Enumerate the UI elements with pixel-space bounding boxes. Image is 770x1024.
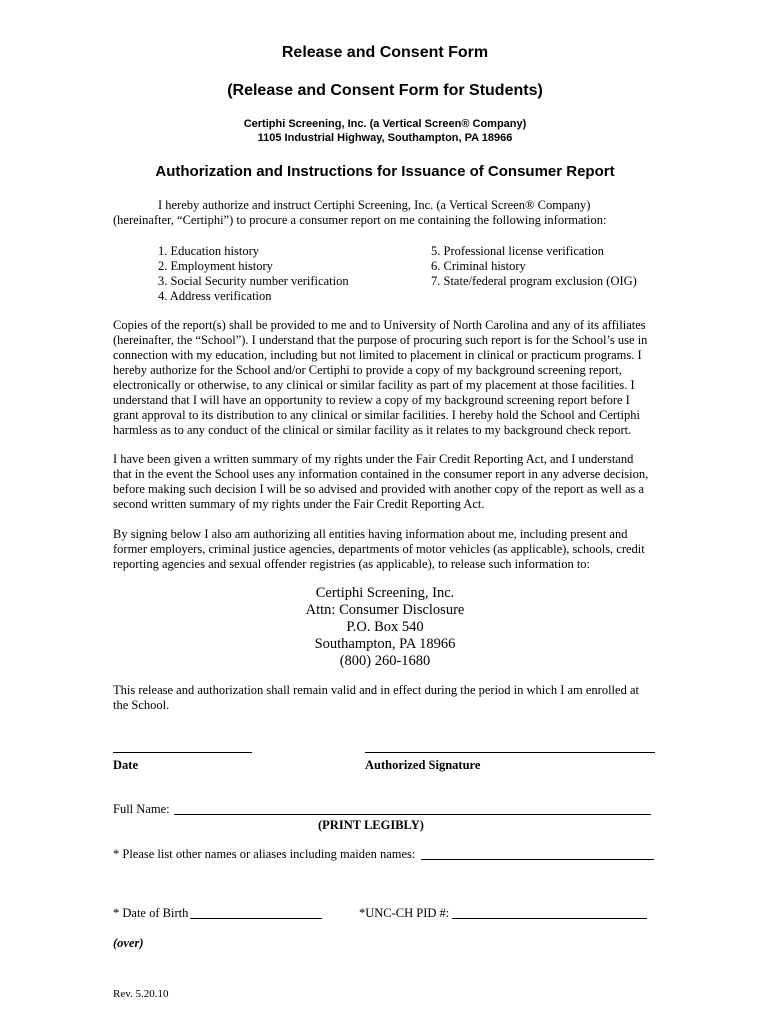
info-list-left (158, 244, 349, 304)
over-note: (over) (113, 936, 144, 950)
form-title: Release and Consent Form (281, 44, 489, 61)
info-list-right (431, 244, 637, 289)
address-attn: Attn: Consumer Disclosure (305, 602, 465, 618)
aliases-field[interactable] (421, 859, 654, 860)
pid-label: *UNC-CH PID #: (359, 906, 450, 920)
date-label: Date (113, 758, 138, 772)
list-item: 5. Professional license verification (431, 244, 604, 258)
intro-line-1: I hereby authorize and instruct Certiphi Screening, Inc. (a Vertical Screen® Company) (158, 198, 591, 212)
date-line[interactable] (113, 752, 252, 753)
signature-line[interactable] (365, 752, 655, 753)
pid-field[interactable] (452, 918, 647, 919)
company-line: Certiphi Screening, Inc. (a Vertical Screen® Company) (243, 118, 527, 130)
validity-paragraph: This release and authorization shall remain valid and in effect during the period in which I am enrolled at the School. (113, 683, 639, 712)
address-po-box: P.O. Box 540 (346, 619, 424, 635)
copies-paragraph: Copies of the report(s) shall be provided to me and to University of North Carolina and any of its affiliates (hereinafter, the “School”). I understand that the purpose of procuring such report is for the School’s use in connection with my education, including but not limited to placement in clinical or practicum programs. I hereby authorize for the School and/or Certiphi to provide a copy of my background screening report, electronically or otherwise, to any clinical or similar facility as part of my placement at those facilities. I understand that I will have an opportunity to review a copy of my background screening report before I grant approval to its distribution to any clinical or similar facilities. I hereby hold the School and Certiphi harmless as to any conduct of the clinical or similar facility as it relates to my background check report. (113, 318, 648, 437)
list-item: 3. Social Security number verification (158, 274, 349, 288)
full-name-label: Full Name: (113, 802, 170, 816)
signature-label: Authorized Signature (365, 758, 481, 772)
address-name: Certiphi Screening, Inc. (315, 585, 455, 601)
form-subtitle: (Release and Consent Form for Students) (227, 82, 543, 99)
dob-field[interactable] (190, 918, 322, 919)
list-item: 6. Criminal history (431, 259, 526, 273)
intro-line-2: (hereinafter, “Certiphi”) to procure a consumer report on me containing the following information: (113, 213, 607, 227)
list-item: 1. Education history (158, 244, 260, 258)
full-name-field[interactable] (174, 814, 651, 815)
list-item: 4. Address verification (158, 289, 272, 303)
address-city: Southampton, PA 18966 (314, 636, 456, 652)
list-item: 7. State/federal program exclusion (OIG) (431, 274, 637, 288)
authorization-paragraph: By signing below I also am authorizing all entities having information about me, including present and former employers, criminal justice agencies, departments of motor vehicles (as applicable), schools, credit reporting agencies and sexual offender registries (as applicable), to release such information to: (113, 527, 645, 571)
section-title: Authorization and Instructions for Issuance of Consumer Report (155, 163, 615, 180)
rights-summary-paragraph: I have been given a written summary of my rights under the Fair Credit Reporting Act, and I understand that in the event the School uses any information contained in the consumer report in any adverse decision, before making such decision I will be so advised and provided with another copy of the report as well as a second written summary of my rights under the Fair Credit Reporting Act. (113, 452, 649, 511)
address-phone: (800) 260-1680 (339, 653, 431, 669)
company-address: 1105 Industrial Highway, Southampton, PA 18966 (257, 132, 513, 144)
list-item: 2. Employment history (158, 259, 273, 273)
print-legibly-note: (PRINT LEGIBLY) (318, 818, 424, 832)
dob-label: * Date of Birth (113, 906, 189, 920)
revision-note: Rev. 5.20.10 (113, 988, 169, 1000)
aliases-label: * Please list other names or aliases including maiden names: (113, 847, 416, 861)
